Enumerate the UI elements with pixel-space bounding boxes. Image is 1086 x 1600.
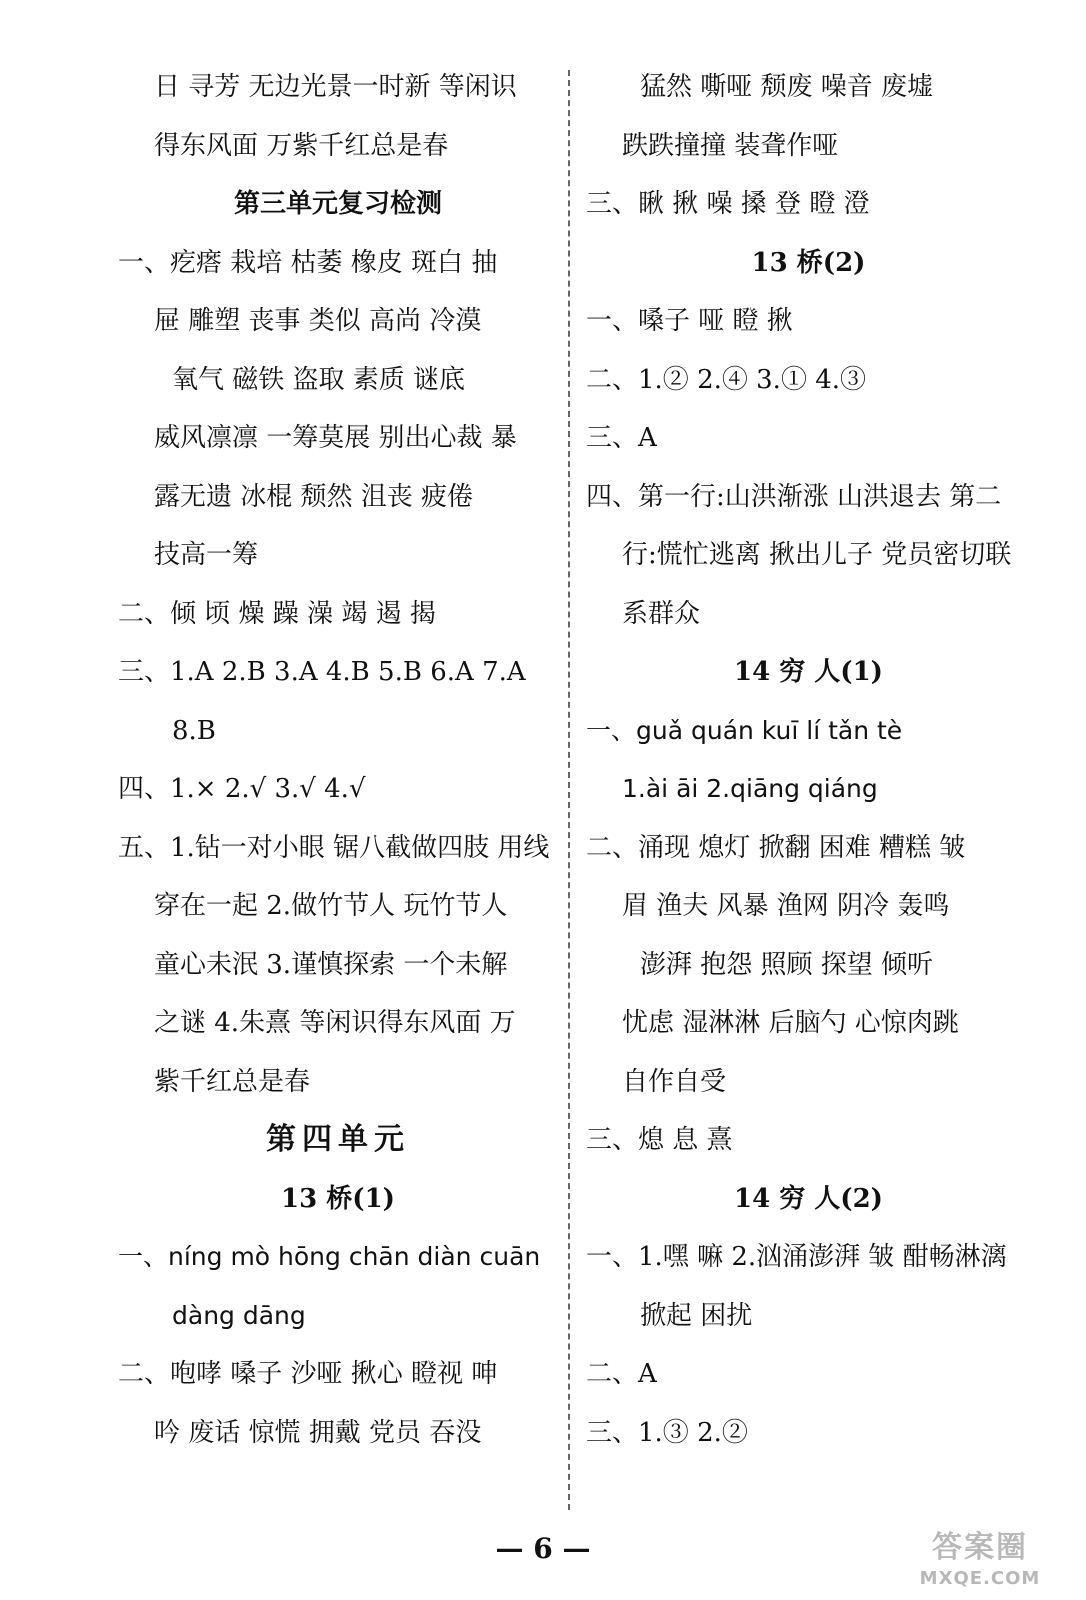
left-column-line: 8.B [172, 715, 216, 746]
left-column-line: 13 桥(1) [281, 1183, 395, 1214]
right-column-line: 三、1.③ 2.② [586, 1417, 748, 1448]
right-column-line: 二、A [586, 1359, 657, 1389]
left-column-line: 技高一筹 [154, 540, 259, 570]
right-column-line: 14 穷 人(1) [734, 657, 883, 687]
right-column-line: 三、瞅 揪 噪 搡 登 瞪 澄 [586, 189, 870, 219]
watermark-text: 答案圈 [932, 1530, 1028, 1565]
left-column-line: 屉 雕塑 丧事 类似 高尚 冷漠 [154, 306, 482, 336]
right-column-line: 二、涌现 熄灯 掀翻 困难 糟糕 皱 [586, 832, 966, 863]
right-column-line: 1.ài āi 2.qiāng qiáng [622, 774, 878, 803]
right-column-line: 三、熄 息 熹 [586, 1125, 733, 1155]
right-column-line: 三、A [586, 423, 657, 453]
right-column-line: 四、第一行:山洪渐涨 山洪退去 第二 [586, 481, 1002, 512]
left-column-line: 露无遗 冰棍 颓然 沮丧 疲倦 [154, 481, 474, 512]
left-column-line: 氧气 磁铁 盗取 素质 谜底 [172, 364, 466, 395]
right-column-line: 掀起 困扰 [640, 1300, 753, 1331]
left-column-line: 日 寻芳 无边光景一时新 等闲识 [154, 72, 517, 102]
right-column-line: 行:慌忙逃离 揪出儿子 党员密切联 [622, 540, 1012, 570]
left-column-line: 一、níng mò hōng chān diàn cuān [118, 1242, 541, 1271]
right-column-line: 猛然 嘶哑 颓废 噪音 废墟 [640, 72, 934, 102]
left-column-line: 四、1.× 2.√ 3.√ 4.√ [118, 774, 366, 804]
left-column-line: 得东风面 万紫千红总是春 [154, 130, 449, 161]
left-column-line: 之谜 4.朱熹 等闲识得东风面 万 [154, 1008, 516, 1038]
left-column-line: 威风凛凛 一筹莫展 别出心裁 暴 [154, 423, 517, 453]
right-column-line: 澎湃 抱怨 照顾 探望 倾听 [640, 949, 934, 980]
right-column-line: 一、guǎ quán kuī lí tǎn tè [586, 715, 903, 745]
right-column-line: 眉 渔夫 风暴 渔网 阴冷 轰鸣 [622, 891, 950, 921]
right-column [586, 58, 1031, 1462]
right-column-line: 一、1.嘿 嘛 2.汹涌澎湃 皱 酣畅淋漓 [586, 1242, 1007, 1272]
left-column-line: 二、倾 顷 燥 躁 澡 竭 遏 揭 [118, 598, 436, 629]
left-column-line: dàng dāng [172, 1300, 306, 1330]
page-number: — 6 — [495, 1532, 591, 1565]
left-column-line: 第三单元复习检测 [233, 189, 442, 219]
right-column-line: 自作自受 [622, 1066, 727, 1097]
left-column [118, 58, 558, 1462]
left-column-line: 穿在一起 2.做竹节人 玩竹节人 [154, 891, 508, 921]
right-column-line: 二、1.② 2.④ 3.① 4.③ [586, 364, 867, 395]
left-column-line: 紫千红总是春 [154, 1066, 311, 1097]
right-column-line: 14 穷 人(2) [734, 1183, 883, 1214]
left-column-line: 二、咆哮 嗓子 沙哑 揪心 瞪视 呻 [118, 1359, 498, 1389]
right-column-line: 忧虑 湿淋淋 后脑勺 心惊肉跳 [622, 1008, 959, 1038]
left-column-line: 一、疙瘩 栽培 枯萎 橡皮 斑白 抽 [118, 247, 498, 278]
right-column-line: 13 桥(2) [751, 247, 866, 278]
right-column-line: 系群众 [622, 598, 701, 629]
left-column-line: 吟 废话 惊慌 拥戴 党员 吞没 [154, 1417, 482, 1448]
watermark-url: MXQE.COM [919, 1568, 1041, 1589]
left-column-line: 三、1.A 2.B 3.A 4.B 5.B 6.A 7.A [118, 657, 526, 687]
right-column-line: 一、嗓子 哑 瞪 揪 [586, 306, 793, 336]
left-column-line: 第四单元 [266, 1122, 410, 1157]
watermark-logo [890, 1528, 1070, 1596]
left-column-line: 五、1.钻一对小眼 锯八截做四肢 用线 [118, 832, 550, 863]
column-divider [568, 70, 570, 1510]
left-column-line: 童心未泯 3.谨慎探索 一个未解 [154, 949, 508, 980]
right-column-line: 跌跌撞撞 装聋作哑 [622, 130, 839, 161]
